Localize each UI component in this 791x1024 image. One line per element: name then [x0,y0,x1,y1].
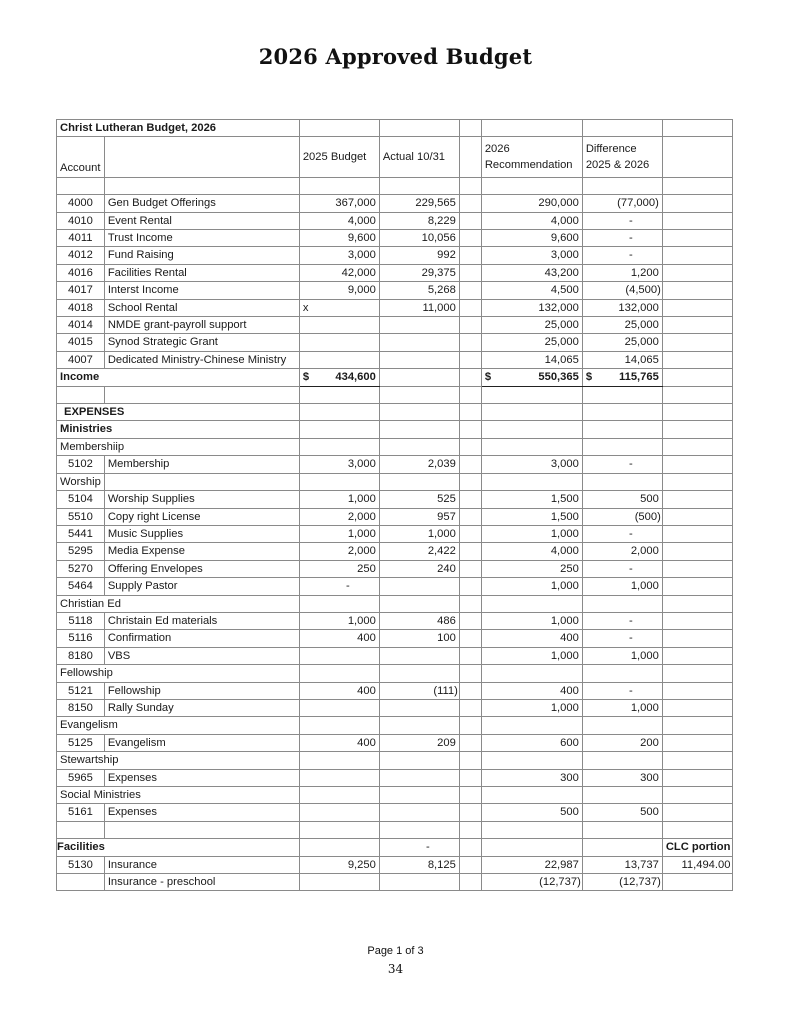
table-row: 5130 Insurance 9,250 8,125 22,987 13,737 11,494.00 [57,856,733,873]
expenses-heading: EXPENSES [57,404,300,421]
table-row: 5121 Fellowship 400 (111) 400 - [57,682,733,699]
spacer-row [57,386,733,403]
table-row: 5161 Expenses 500 500 [57,804,733,821]
clc-portion-header: CLC portion [662,839,733,856]
table-row: 4011 Trust Income 9,600 10,056 9,600 - [57,230,733,247]
group-row [57,595,733,612]
group-row [57,752,733,769]
group-label-evangelism: Evangelism [57,717,300,734]
table-title: Christ Lutheran Budget, 2026 [57,120,300,137]
group-row [57,665,733,682]
table-row: 5295 Media Expense 2,000 2,422 4,000 2,000 [57,543,733,560]
page-number: 34 [387,962,404,976]
group-label-christian-ed: Christian Ed [57,595,300,612]
group-label-fellowship: Fellowship [57,665,300,682]
table-row: 8150 Rally Sunday 1,000 1,000 [57,699,733,716]
table-row: 4007 Dedicated Ministry-Chinese Ministry 14,065 14,065 [57,351,733,368]
facilities-heading: Facilities [57,839,300,856]
ministries-heading-row [57,421,733,438]
spacer-row [57,821,733,838]
group-label-membership: Membershiip [57,438,300,455]
table-row: 4010 Event Rental 4,000 8,229 4,000 - [57,212,733,229]
facilities-heading-row: Facilities - CLC portion [57,839,733,856]
table-row: 5965 Expenses 300 300 [57,769,733,786]
group-row [57,717,733,734]
group-label-social-ministries: Social Ministries [57,787,300,804]
page-title: 2026 Approved Budget [258,44,533,69]
table-row: 5102 Membership 3,000 2,039 3,000 - [57,456,733,473]
clc-portion-value: 11,494.00 [662,856,733,873]
ministries-heading: Ministries [57,421,300,438]
table-row: 5441 Music Supplies 1,000 1,000 1,000 - [57,525,733,542]
table-row: 4012 Fund Raising 3,000 992 3,000 - [57,247,733,264]
group-row [57,438,733,455]
table-row: 4015 Synod Strategic Grant 25,000 25,000 [57,334,733,351]
table-row: 5464 Supply Pastor - 1,000 1,000 [57,578,733,595]
recommendation-2026-header: 2026 Recommendation [481,137,582,177]
budget-2025-header: 2025 Budget [299,137,379,177]
table-row: 4000 Gen Budget Offerings 367,000 229,565 290,000 (77,000) [57,195,733,212]
income-total-2025: $ 434,600 [299,369,379,386]
income-total-row [57,369,733,386]
table-row: 5125 Evangelism 400 209 600 200 [57,734,733,751]
table-row: 4017 Interst Income 9,000 5,268 4,500 (4,500) [57,282,733,299]
table-row: 5116 Confirmation 400 100 400 - [57,630,733,647]
table-row: 8180 VBS 1,000 1,000 [57,647,733,664]
table-row: Insurance - preschool (12,737) (12,737) [57,874,733,891]
table-row: 5118 Christain Ed materials 1,000 486 1,000 - [57,612,733,629]
group-row [57,787,733,804]
difference-header: Difference 2025 & 2026 [582,137,662,177]
table-row: 5104 Worship Supplies 1,000 525 1,500 500 [57,491,733,508]
page-label: Page 1 of 3 [367,945,424,957]
income-total-label: Income [57,369,300,386]
group-row [57,473,733,490]
spacer-row [57,177,733,194]
table-row: 4016 Facilities Rental 42,000 29,375 43,200 1,200 [57,264,733,281]
group-label-stewardship: Stewartship [57,752,300,769]
column-header-row [57,137,733,177]
table-row: 4018 School Rental x 11,000 132,000 132,000 [57,299,733,316]
account-header: Account [57,137,105,177]
group-label-worship: Worship [57,473,105,490]
table-row: 5270 Offering Envelopes 250 240 250 - [57,560,733,577]
income-total-diff: $ 115,765 [582,369,662,386]
expenses-heading-row [57,404,733,421]
table-title-row [57,120,733,137]
actual-header: Actual 10/31 [379,137,459,177]
table-row: 4014 NMDE grant-payroll support 25,000 25,000 [57,317,733,334]
income-total-2026: $ 550,365 [481,369,582,386]
table-row: 5510 Copy right License 2,000 957 1,500 (500) [57,508,733,525]
budget-table [56,119,733,891]
